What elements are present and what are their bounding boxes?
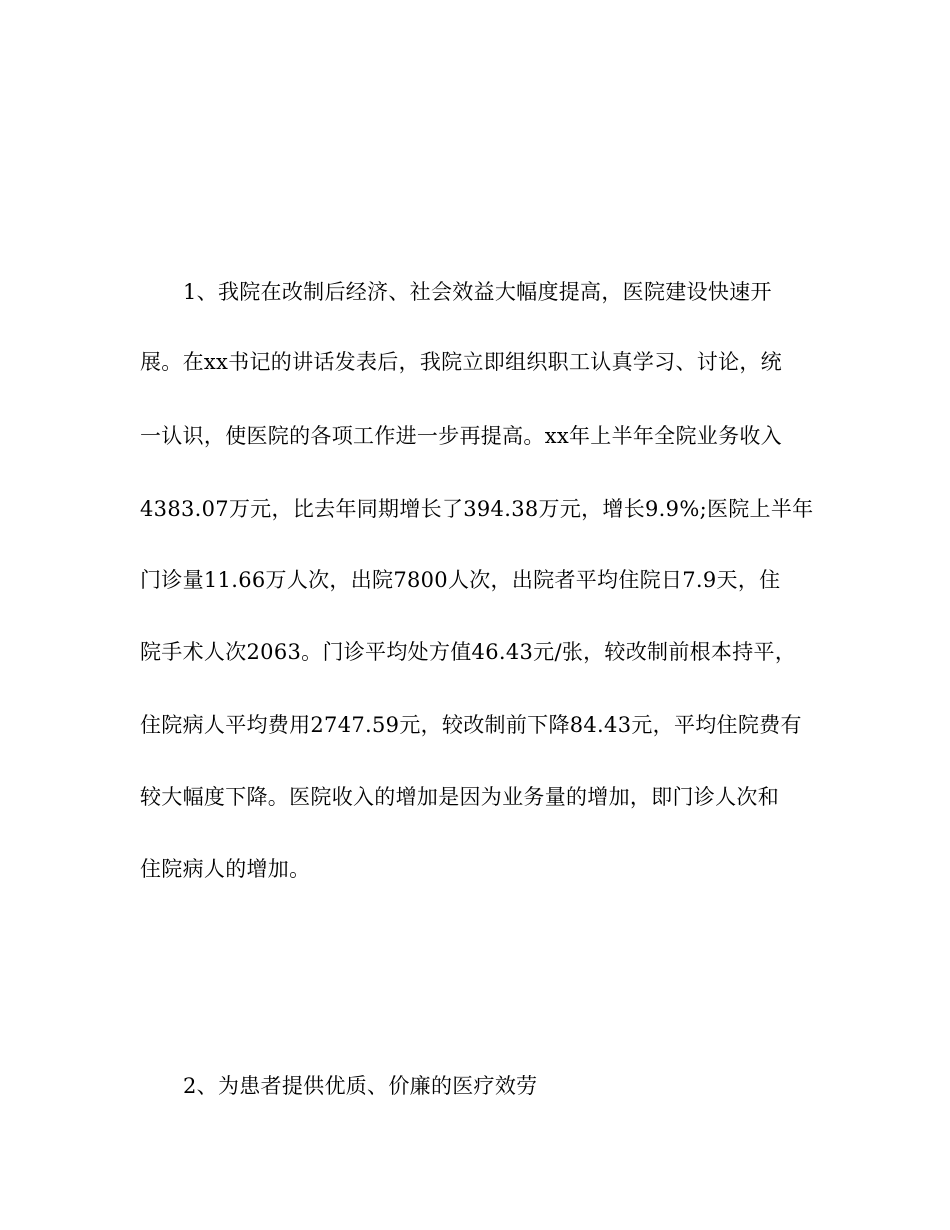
- paragraph-line: 一认识，使医院的各项工作进一步再提高。xx年上半年全院业务收入: [140, 424, 782, 448]
- paragraph-line: 院手术人次2063。门诊平均处方值46.43元/张，较改制前根本持平，: [140, 640, 797, 664]
- paragraph-heading: 2、为患者提供优质、价廉的医疗效劳: [183, 1074, 538, 1098]
- paragraph-line: 展。在xx书记的讲话发表后，我院立即组织职工认真学习、讨论，统: [140, 350, 782, 374]
- paragraph-line: 门诊量11.66万人次，出院7800人次，出院者平均住院日7.9天，住: [140, 568, 781, 592]
- paragraph-line: 1、我院在改制后经济、社会效益大幅度提高，医院建设快速开: [183, 280, 772, 304]
- paragraph-line: 4383.07万元，比去年同期增长了394.38万元，增长9.9%;医院上半年: [140, 497, 814, 521]
- paragraph-line: 住院病人的增加。: [140, 857, 311, 881]
- paragraph-line: 住院病人平均费用2747.59元，较改制前下降84.43元，平均住院费有: [140, 713, 802, 737]
- paragraph-line: 较大幅度下降。医院收入的增加是因为业务量的增加，即门诊人次和: [140, 785, 779, 809]
